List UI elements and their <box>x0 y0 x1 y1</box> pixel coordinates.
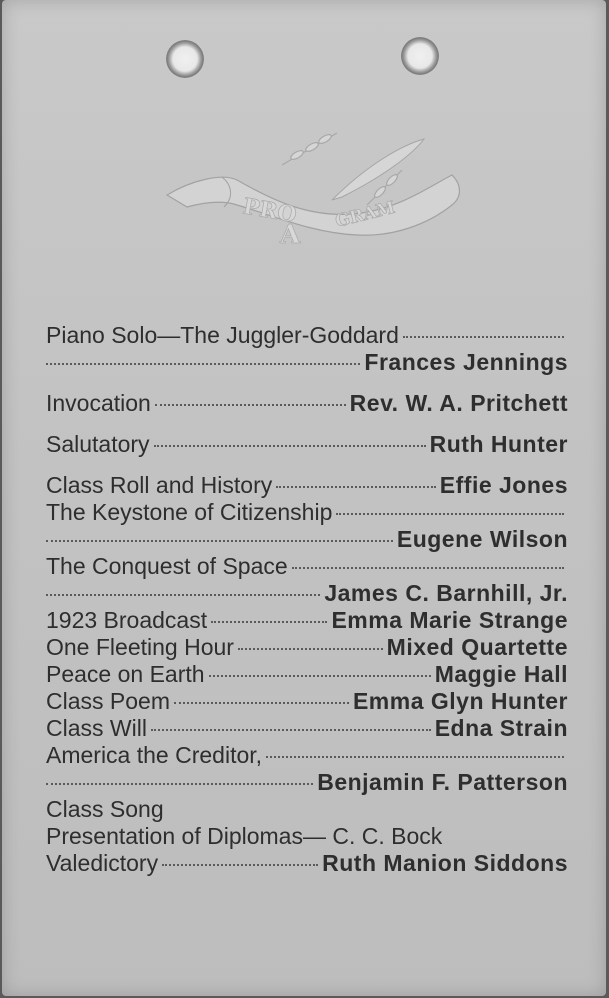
program-item <box>46 688 568 715</box>
item-title: Presentation of Diplomas— C. C. Bock <box>46 823 443 849</box>
dot-leader <box>174 702 349 704</box>
emblem-word-left: PRO <box>240 193 299 229</box>
item-performer: Rev. W. A. Pritchett <box>349 390 568 416</box>
dot-leader <box>403 336 564 338</box>
dot-leader <box>46 594 320 596</box>
program-item <box>46 823 568 850</box>
program-item <box>46 580 568 607</box>
item-performer: Ruth Manion Siddons <box>322 850 568 876</box>
item-title: Valedictory <box>46 850 159 876</box>
item-performer: Benjamin F. Patterson <box>317 769 568 795</box>
item-performer: Eugene Wilson <box>396 526 568 552</box>
program-item <box>46 431 568 458</box>
item-title: One Fleeting Hour <box>46 634 234 660</box>
program-item <box>46 607 568 634</box>
item-performer: Effie Jones <box>439 472 568 498</box>
dot-leader <box>292 567 564 569</box>
dot-leader <box>162 864 318 866</box>
item-title: Salutatory <box>46 431 150 457</box>
dot-leader <box>336 513 564 515</box>
embossed-banner-icon <box>162 125 467 265</box>
dot-leader <box>151 729 431 731</box>
item-performer: Frances Jennings <box>364 349 568 375</box>
item-title: The Conquest of Space <box>46 553 288 579</box>
program-item <box>46 526 568 553</box>
item-performer: Mixed Quartette <box>386 634 568 660</box>
item-title: Piano Solo—The Juggler-Goddard <box>46 322 399 348</box>
emblem-word-right: GRAM <box>333 197 398 232</box>
dot-leader <box>238 648 383 650</box>
item-performer: Emma Marie Strange <box>331 607 568 633</box>
program-item <box>46 322 568 349</box>
item-title: Class Song <box>46 796 164 822</box>
dot-leader <box>154 445 426 447</box>
punch-hole-right <box>401 37 439 75</box>
item-performer: Ruth Hunter <box>429 431 568 457</box>
program-card <box>2 0 606 996</box>
item-performer: Edna Strain <box>434 715 568 741</box>
dot-leader <box>266 756 564 758</box>
item-title: Class Will <box>46 715 147 741</box>
item-title: Class Roll and History <box>46 472 273 498</box>
item-performer: James C. Barnhill, Jr. <box>324 580 568 606</box>
program-item <box>46 796 568 823</box>
item-title: America the Creditor, <box>46 742 263 768</box>
program-item <box>46 553 568 580</box>
program-item <box>46 769 568 796</box>
item-performer: Maggie Hall <box>434 661 568 687</box>
dot-leader <box>276 486 436 488</box>
program-item <box>46 349 568 376</box>
dot-leader <box>209 675 431 677</box>
program-item <box>46 850 568 877</box>
program-item <box>46 634 568 661</box>
item-title: Invocation <box>46 390 151 416</box>
item-title: Peace on Earth <box>46 661 205 687</box>
program-item <box>46 472 568 499</box>
program-emblem <box>162 125 467 265</box>
program-item <box>46 715 568 742</box>
program-item <box>46 499 568 526</box>
item-performer: Emma Glyn Hunter <box>352 688 568 714</box>
dot-leader <box>211 621 327 623</box>
emblem-letter-mid: A <box>280 220 301 250</box>
program-list <box>46 322 568 877</box>
dot-leader <box>46 540 393 542</box>
program-item <box>46 390 568 417</box>
program-item <box>46 661 568 688</box>
dot-leader <box>46 363 360 365</box>
dot-leader <box>155 404 346 406</box>
program-item <box>46 742 568 769</box>
dot-leader <box>46 783 313 785</box>
item-title: Class Poem <box>46 688 170 714</box>
item-title: 1923 Broadcast <box>46 607 208 633</box>
item-title: The Keystone of Citizenship <box>46 499 333 525</box>
punch-hole-left <box>166 40 204 78</box>
